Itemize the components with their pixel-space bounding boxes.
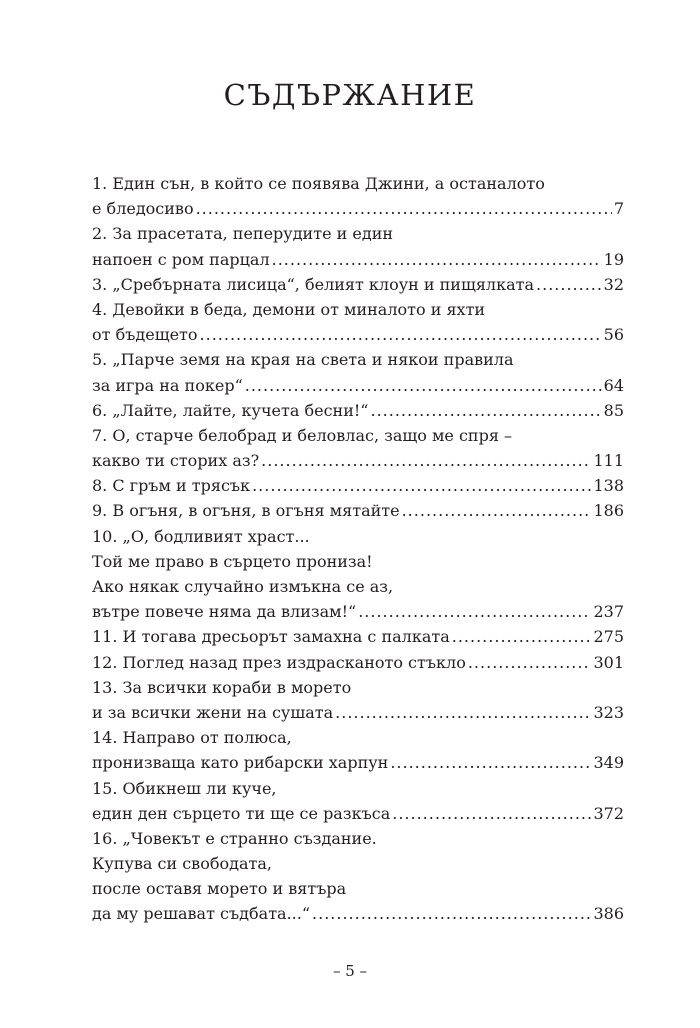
toc-entry-title-line: 12. Поглед назад през издрасканото стъкло xyxy=(92,652,466,672)
toc-entry-last-line xyxy=(92,373,624,398)
toc-entry xyxy=(92,171,624,221)
toc-page-number: 85 xyxy=(603,400,624,420)
toc-entry xyxy=(92,725,624,775)
dot-leader xyxy=(452,624,592,649)
toc-entry xyxy=(92,826,624,927)
toc-page-number: 323 xyxy=(593,702,624,722)
toc-entry-title-line: 5. „Парче земя на края на света и някои правила xyxy=(92,350,514,370)
dot-leader xyxy=(335,700,591,725)
dot-leader xyxy=(196,196,612,221)
toc-entry-title-line: един ден сърцето ти ще се разкъса xyxy=(92,803,391,823)
dot-leader xyxy=(245,373,602,398)
toc-page-number: 138 xyxy=(593,476,624,496)
toc-entry-last-line xyxy=(92,498,624,523)
toc-entry-title-line: вътре повече няма да влизам!“ xyxy=(92,602,357,622)
toc-entry xyxy=(92,347,624,397)
toc-entry-last-line xyxy=(92,650,624,675)
toc-entry xyxy=(92,272,624,297)
toc-entry-last-line xyxy=(92,599,624,624)
toc-entry-last-line xyxy=(92,901,624,926)
toc-entry-title-line: какво ти сторих аз? xyxy=(92,451,260,471)
toc-entry-title-line: 14. Направо от полюса, xyxy=(92,728,292,748)
toc-entry-last-line xyxy=(92,624,624,649)
toc-entry-last-line xyxy=(92,196,624,221)
toc-entry xyxy=(92,297,624,347)
toc-entry-last-line xyxy=(92,700,624,725)
toc-entry xyxy=(92,498,624,523)
toc-entry-last-line xyxy=(92,473,624,498)
toc-entry-last-line xyxy=(92,272,624,297)
page-number-footer: – 5 – xyxy=(332,962,368,980)
toc-entry-title-line: да му решават съдбата...“ xyxy=(92,904,311,924)
dot-leader xyxy=(402,498,592,523)
toc-page-number: 386 xyxy=(593,904,624,924)
toc-page-number: 301 xyxy=(593,652,624,672)
toc-entry-last-line xyxy=(92,448,624,473)
table-of-contents xyxy=(92,171,624,927)
toc-entry-title-line: 9. В огъня, в огъня, в огъня мятайте xyxy=(92,501,400,521)
toc-entry-title-line: после оставя морето и вятъра xyxy=(92,879,347,899)
toc-entry-last-line xyxy=(92,801,624,826)
dot-leader xyxy=(200,322,602,347)
toc-entry-title-line: Купува си свободата, xyxy=(92,854,272,874)
toc-entry-title-line: 4. Девойки в беда, демони от миналото и яхти xyxy=(92,299,486,319)
toc-entry xyxy=(92,675,624,725)
toc-entry xyxy=(92,650,624,675)
dot-leader xyxy=(468,650,592,675)
toc-entry xyxy=(92,398,624,423)
toc-page-number: 111 xyxy=(593,451,624,471)
toc-entry-title-line: 8. С гръм и трясък xyxy=(92,476,251,496)
page-title: СЪДЪРЖАНИЕ xyxy=(223,78,477,112)
toc-entry-title-line: 1. Един сън, в който се появява Джини, а останалото xyxy=(92,174,545,193)
toc-page-number: 237 xyxy=(593,602,624,622)
toc-entry-last-line xyxy=(92,322,624,347)
toc-page-number: 372 xyxy=(593,803,624,823)
toc-entry-title-line: пронизваща като рибарски харпун xyxy=(92,753,389,773)
dot-leader xyxy=(370,398,601,423)
toc-entry-title-line: 16. „Човекът е странно създание. xyxy=(92,828,377,848)
toc-page-number: 56 xyxy=(603,325,624,345)
dot-leader xyxy=(392,801,591,826)
toc-entry-title-line: 15. Обикнеш ли куче, xyxy=(92,778,277,798)
toc-entry-title-line: 11. И тогава дресьорът замахна с палката xyxy=(92,627,450,647)
toc-entry-title-line: за игра на покер“ xyxy=(92,375,243,395)
toc-page-number: 19 xyxy=(603,249,624,269)
toc-page-number: 186 xyxy=(593,501,624,521)
toc-page-number: 349 xyxy=(593,753,624,773)
dot-leader xyxy=(536,272,602,297)
dot-leader xyxy=(261,448,591,473)
toc-page-number: 32 xyxy=(603,274,624,294)
toc-entry-last-line xyxy=(92,247,624,272)
dot-leader xyxy=(252,473,591,498)
toc-entry-title-line: 6. „Лайте, лайте, кучета бесни!“ xyxy=(92,400,369,420)
dot-leader xyxy=(390,750,591,775)
toc-entry-title-line: 7. О, старче белобрад и беловлас, защо ме спря – xyxy=(92,425,513,445)
toc-entry xyxy=(92,423,624,473)
dot-leader xyxy=(358,599,591,624)
toc-page-number: 7 xyxy=(613,199,624,219)
toc-entry xyxy=(92,776,624,826)
toc-entry-title-line: 2. За прасетата, пеперудите и един xyxy=(92,224,394,244)
dot-leader xyxy=(272,247,602,272)
toc-entry-title-line: Ако някак случайно измъкна се аз, xyxy=(92,577,394,596)
toc-entry xyxy=(92,221,624,271)
toc-entry xyxy=(92,624,624,649)
toc-page-number: 275 xyxy=(593,627,624,647)
toc-entry-title-line: напоен с ром парцал xyxy=(92,249,270,269)
toc-entry xyxy=(92,473,624,498)
toc-entry-title-line: Той ме право в сърцето прониза! xyxy=(92,551,373,571)
toc-entry-last-line xyxy=(92,398,624,423)
toc-entry-title-line: и за всички жени на сушата xyxy=(92,702,334,722)
toc-entry-title-line: е бледосиво xyxy=(92,199,194,219)
toc-page-number: 64 xyxy=(603,375,624,395)
toc-entry-title-line: 3. „Сребърната лисица“, белият клоун и пищялката xyxy=(92,274,535,294)
toc-entry-last-line xyxy=(92,750,624,775)
dot-leader xyxy=(312,901,591,926)
toc-entry xyxy=(92,524,624,625)
toc-entry-title-line: от бъдещето xyxy=(92,325,198,345)
toc-entry-title-line: 13. За всички кораби в морето xyxy=(92,677,352,697)
toc-entry-title-line: 10. „О, бодливият храст... xyxy=(92,526,310,546)
